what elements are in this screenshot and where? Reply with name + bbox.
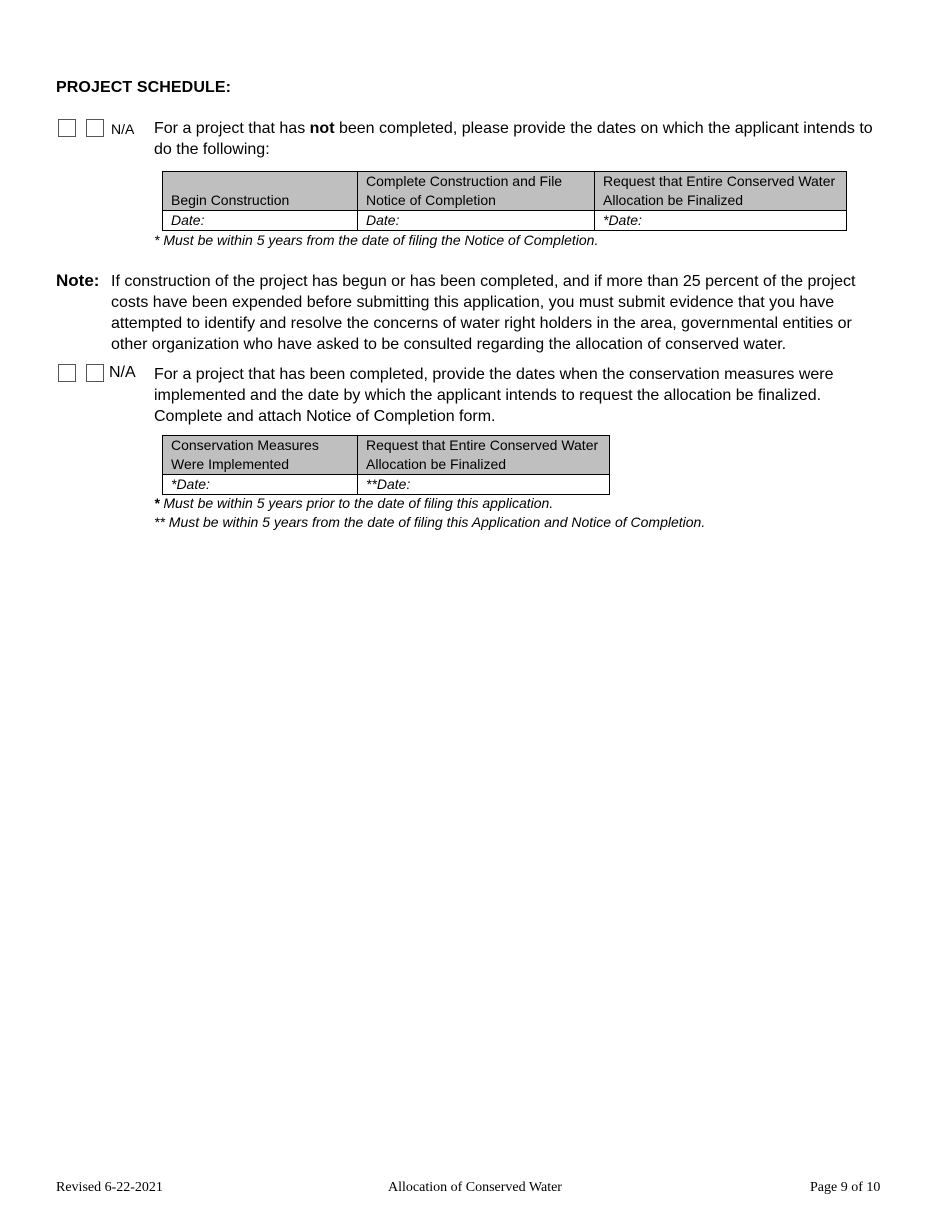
header-request-finalized: Request that Entire Conserved Water Allocation be Finalized bbox=[595, 172, 847, 211]
schedule-table bbox=[162, 171, 847, 231]
no-checkbox[interactable] bbox=[86, 364, 104, 382]
na-label: N/A bbox=[109, 364, 136, 381]
section2-footnote-1: * Must be within 5 years prior to the date of filing this application. bbox=[154, 495, 554, 511]
header-request-finalized: Request that Entire Conserved Water Allocation be Finalized bbox=[358, 436, 610, 475]
footer-title: Allocation of Conserved Water bbox=[388, 1180, 562, 1195]
header-begin-construction: Begin Construction bbox=[163, 172, 358, 211]
measures-implemented-date-field[interactable]: *Date: bbox=[163, 475, 358, 495]
note-label: Note: bbox=[56, 271, 100, 290]
note-text: If construction of the project has begun or has been completed, and if more than 25 percent of the project costs have been expended before submitting this application, you must submit evidence that you have attempted to identify and resolve the concerns of water right holders in the area, governmental entities or other organization who have asked to be consulted regarding the allocation of conserved water. bbox=[111, 273, 856, 353]
footer-revised: Revised 6-22-2021 bbox=[56, 1180, 163, 1195]
section1-instructions: For a project that has not been completed, please provide the dates on which the applicant intends to do the following: bbox=[154, 120, 873, 158]
request-finalized-date-field[interactable]: **Date: bbox=[358, 475, 610, 495]
header-complete-construction: Complete Construction and File Notice of Completion bbox=[358, 172, 595, 211]
na-label: N/A bbox=[111, 121, 135, 137]
request-finalized-date-field[interactable]: *Date: bbox=[595, 211, 847, 231]
section2-instructions: For a project that has been completed, provide the dates when the conservation measures were implemented and the date by which the applicant intends to request the allocation be finalized. Complete and attach Notice of Completion form. bbox=[154, 366, 834, 425]
footer-page-number: Page 9 of 10 bbox=[810, 1180, 881, 1195]
begin-construction-date-field[interactable]: Date: bbox=[163, 211, 358, 231]
section2-footnote-2: ** Must be within 5 years from the date of filing this Application and Notice of Completion. bbox=[154, 514, 706, 530]
yes-checkbox[interactable] bbox=[58, 364, 76, 382]
section1-footnote: * Must be within 5 years from the date of filing the Notice of Completion. bbox=[154, 232, 599, 248]
section-heading: PROJECT SCHEDULE: bbox=[56, 79, 232, 96]
complete-construction-date-field[interactable]: Date: bbox=[358, 211, 595, 231]
no-checkbox[interactable] bbox=[86, 119, 104, 137]
header-measures-implemented: Conservation Measures Were Implemented bbox=[163, 436, 358, 475]
yes-checkbox[interactable] bbox=[58, 119, 76, 137]
completed-schedule-table bbox=[162, 435, 610, 495]
